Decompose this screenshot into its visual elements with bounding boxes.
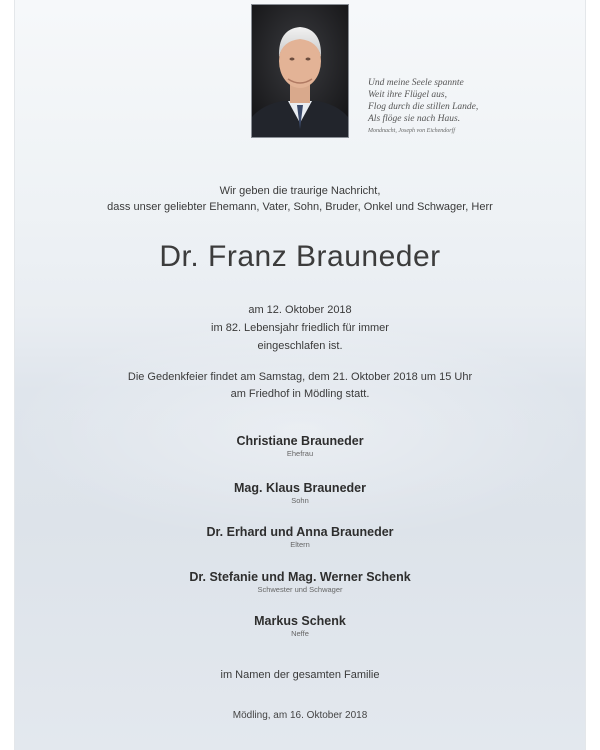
poem-line: Als flöge sie nach Haus.	[368, 114, 461, 124]
mourner-role: Neffe	[291, 629, 309, 638]
ceremony-line: Die Gedenkfeier findet am Samstag, dem 21. Oktober 2018 um 15 Uhr	[127, 371, 473, 383]
death-info-line: im 82. Lebensjahr friedlich für immer	[211, 322, 389, 334]
deceased-name: Dr. Franz Brauneder	[159, 240, 441, 273]
mourner-role: Eltern	[290, 540, 310, 549]
poem-line: Flog durch die stillen Lande,	[368, 102, 479, 112]
poem-line: Und meine Seele spannte	[368, 78, 464, 88]
mourner-name: Mag. Klaus Brauneder	[234, 481, 366, 495]
place-date: Mödling, am 16. Oktober 2018	[232, 710, 368, 721]
poem-source: Mondnacht, Joseph von Eichendorff	[368, 128, 455, 134]
ceremony-info	[15, 369, 585, 403]
mourner-entry	[15, 524, 585, 550]
poem	[368, 77, 568, 136]
announcement-line: Wir geben die traurige Nachricht,	[219, 185, 381, 197]
mourner-entry	[15, 613, 585, 639]
mourner-name: Dr. Stefanie und Mag. Werner Schenk	[189, 570, 411, 584]
mourner-name: Dr. Erhard und Anna Brauneder	[206, 525, 394, 539]
announcement-line: dass unser geliebter Ehemann, Vater, Sohn, Bruder, Onkel und Schwager, Herr	[107, 201, 493, 213]
mourner-entry	[15, 569, 585, 595]
portrait-image	[252, 5, 348, 137]
mourner-role: Sohn	[291, 496, 309, 505]
family-line: im Namen der gesamten Familie	[220, 669, 380, 681]
mourner-role: Schwester und Schwager	[257, 585, 343, 594]
mourner-name: Markus Schenk	[254, 614, 346, 628]
mourner-entry	[15, 480, 585, 506]
announcement-text	[15, 183, 585, 215]
mourner-entry	[15, 433, 585, 459]
ceremony-line: am Friedhof in Mödling statt.	[230, 388, 370, 400]
death-info-line: am 12. Oktober 2018	[248, 304, 352, 316]
poem-line: Weit ihre Flügel aus,	[368, 90, 447, 100]
death-info-line: eingeschlafen ist.	[257, 340, 343, 352]
obituary-card	[14, 0, 586, 750]
portrait-photo	[251, 4, 349, 138]
mourner-name: Christiane Brauneder	[236, 434, 364, 448]
death-info	[15, 301, 585, 355]
mourner-role: Ehefrau	[286, 449, 314, 458]
